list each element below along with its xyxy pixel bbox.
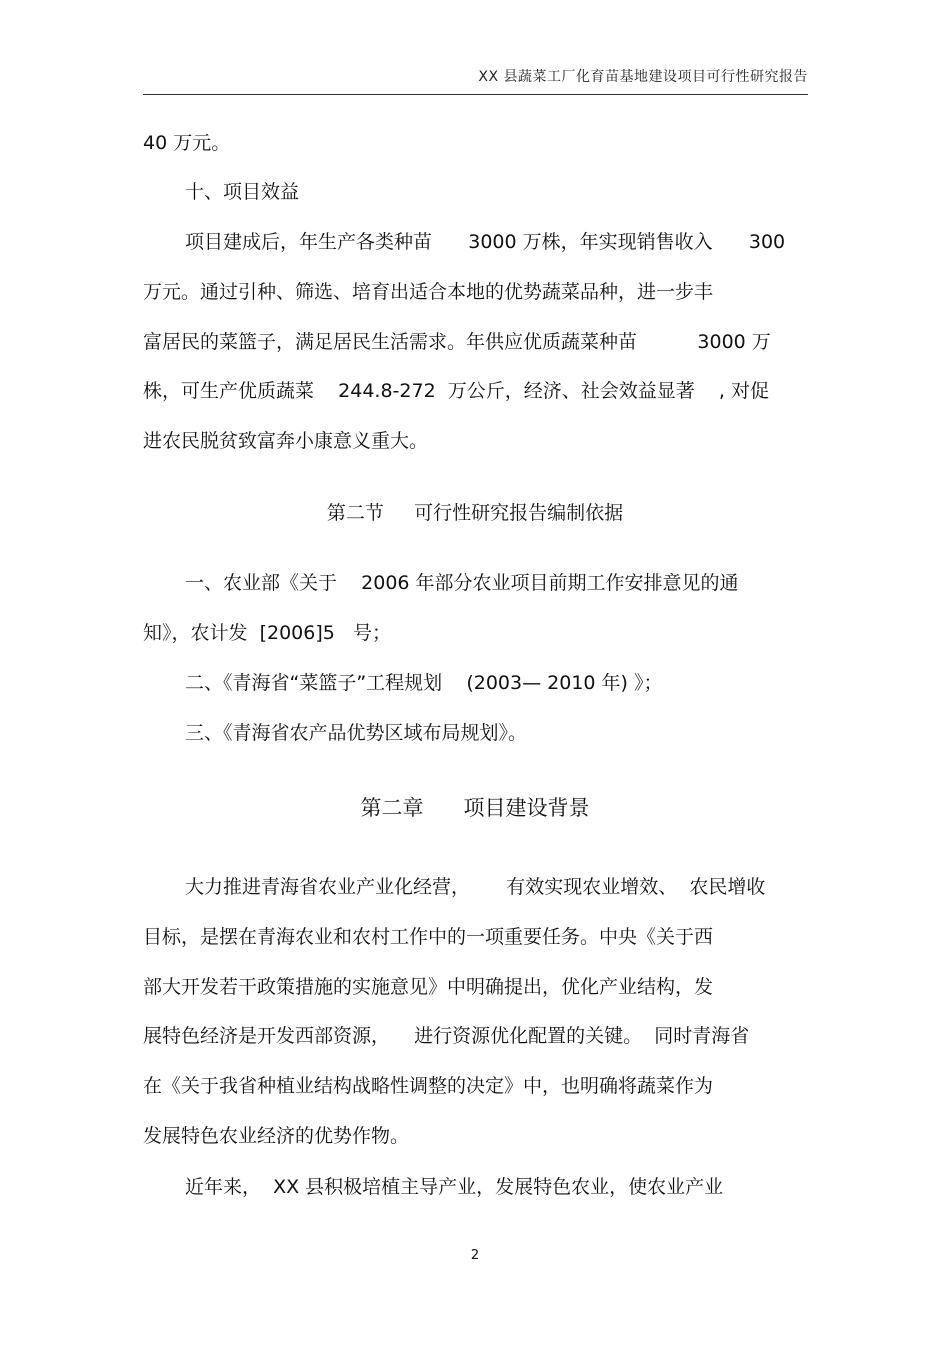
body-line: 项目建成后，年生产各类种苗 3000 万株，年实现销售收入 300	[185, 231, 786, 253]
body-line: 大力推进青海省农业产业化经营， 有效实现农业增效、 农民增收	[185, 876, 766, 898]
body-line: 株，可生产优质蔬菜 244.8-272 万公斤，经济、社会效益显著 , 对促	[143, 380, 769, 402]
body-line: 富居民的菜篮子，满足居民生活需求。年供应优质蔬菜种苗 3000 万	[143, 331, 771, 353]
body-line: 发展特色农业经济的优势作物。	[143, 1125, 410, 1147]
body-line: 万元。通过引种、筛选、培育出适合本地的优势蔬菜品种，进一步丰	[143, 281, 714, 303]
page-number: 2	[470, 1248, 480, 1263]
list-item: 二、《青海省“菜篮子”工程规划 (2003— 2010 年) 》；	[185, 672, 663, 694]
body-line: 近年来， XX 县积极培植主导产业，发展特色农业，使农业产业	[185, 1176, 724, 1198]
list-item: 三、《青海省农产品优势区域布局规划》。	[185, 722, 528, 744]
body-line: 目标，是摆在青海农业和农村工作中的一项重要任务。中央《关于西	[143, 926, 714, 948]
chapter-title: 第二章 项目建设背景	[360, 796, 590, 820]
body-line: 知》，农计发 [2006]5 号；	[143, 622, 391, 644]
body-line: 40 万元。	[143, 132, 231, 154]
list-item: 一、农业部《关于 2006 年部分农业项目前期工作安排意见的通	[185, 572, 739, 594]
body-line: 在《关于我省种植业结构战略性调整的决定》中，也明确将蔬菜作为	[143, 1075, 714, 1097]
section-heading: 十、项目效益	[185, 181, 300, 203]
header-divider	[143, 94, 808, 95]
body-line: 部大开发若干政策措施的实施意见》中明确提出，优化产业结构，发	[143, 976, 714, 998]
body-line: 进农民脱贫致富奔小康意义重大。	[143, 430, 429, 452]
section-title: 第二节 可行性研究报告编制依据	[326, 502, 624, 524]
body-line: 展特色经济是开发西部资源， 进行资源优化配置的关键。 同时青海省	[143, 1025, 750, 1047]
running-header: XX 县蔬菜工厂化育苗基地建设项目可行性研究报告	[478, 69, 808, 85]
